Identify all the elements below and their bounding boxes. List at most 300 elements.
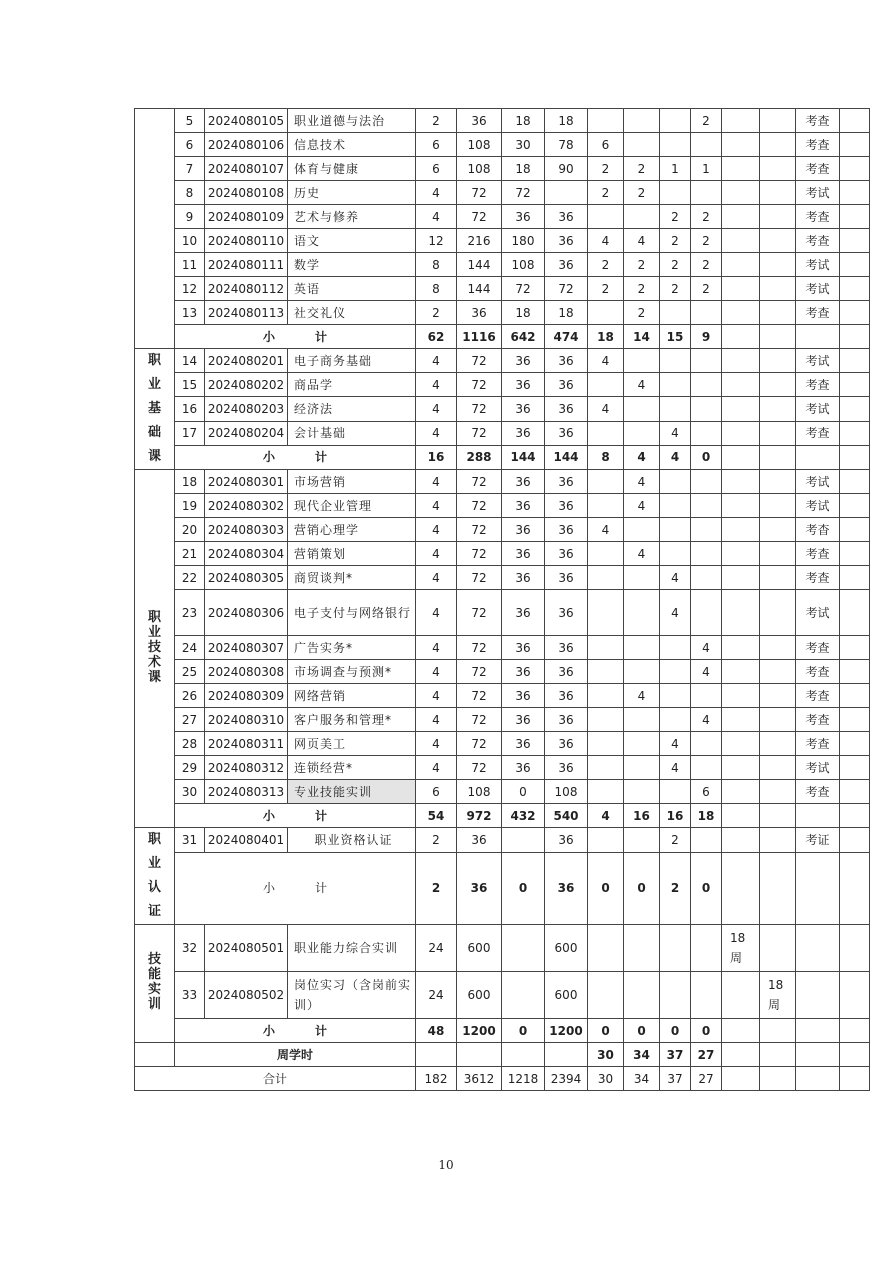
semester-1-cell: [588, 109, 624, 133]
remark-cell: [840, 109, 870, 133]
course-code-cell: 2024080401: [205, 828, 288, 853]
semester-3-cell: 2: [660, 852, 691, 924]
course-code-cell: 2024080108: [205, 181, 288, 205]
semester-4-cell: 0: [691, 445, 722, 469]
exam-type-cell: 考查: [796, 542, 840, 566]
semester-6-cell: [760, 636, 796, 660]
course-code-cell: 2024080303: [205, 518, 288, 542]
semester-5-cell: [722, 804, 760, 828]
course-name-cell: 电子支付与网络银行: [288, 590, 416, 636]
semester-3-cell: 2: [660, 277, 691, 301]
semester-1-cell: [588, 421, 624, 445]
hours-cell: 36: [457, 109, 502, 133]
semester-5-cell: [722, 421, 760, 445]
theory-hours-cell: [502, 1043, 545, 1067]
exam-type-cell: [796, 445, 840, 469]
hours-cell: 72: [457, 518, 502, 542]
remark-cell: [840, 445, 870, 469]
theory-hours-cell: 0: [502, 780, 545, 804]
semester-2-cell: 4: [624, 470, 660, 494]
semester-2-cell: 4: [624, 229, 660, 253]
hours-cell: 108: [457, 157, 502, 181]
hours-cell: 36: [457, 852, 502, 924]
theory-hours-cell: 108: [502, 253, 545, 277]
course-number-cell: 9: [175, 205, 205, 229]
semester-4-cell: 4: [691, 636, 722, 660]
remark-cell: [840, 470, 870, 494]
hours-cell: 1200: [457, 1019, 502, 1043]
course-name-cell: 营销心理学: [288, 518, 416, 542]
semester-1-cell: 2: [588, 157, 624, 181]
semester-5-cell: [722, 277, 760, 301]
semester-5-cell: [722, 325, 760, 349]
course-group-label: [135, 109, 175, 349]
theory-hours-cell: 0: [502, 852, 545, 924]
semester-4-cell: [691, 133, 722, 157]
semester-5-cell: [722, 636, 760, 660]
remark-cell: [840, 325, 870, 349]
exam-type-cell: 考试: [796, 470, 840, 494]
course-code-cell: 2024080113: [205, 301, 288, 325]
remark-cell: [840, 157, 870, 181]
course-code-cell: 2024080203: [205, 397, 288, 421]
exam-type-cell: 考试: [796, 494, 840, 518]
semester-3-cell: [660, 684, 691, 708]
exam-type-cell: 考试: [796, 590, 840, 636]
semester-5-cell: [722, 109, 760, 133]
semester-2-cell: 0: [624, 852, 660, 924]
semester-5-cell: [722, 660, 760, 684]
semester-6-cell: [760, 684, 796, 708]
course-number-cell: 16: [175, 397, 205, 421]
theory-hours-cell: 36: [502, 566, 545, 590]
semester-6-cell: [760, 1067, 796, 1091]
hours-cell: 108: [457, 780, 502, 804]
hours-cell: 72: [457, 181, 502, 205]
theory-hours-cell: 432: [502, 804, 545, 828]
semester-4-cell: [691, 421, 722, 445]
practice-hours-cell: 36: [545, 470, 588, 494]
semester-2-cell: 4: [624, 494, 660, 518]
hours-cell: 72: [457, 373, 502, 397]
hours-cell: 72: [457, 732, 502, 756]
remark-cell: [840, 397, 870, 421]
course-name-cell: 网页美工: [288, 732, 416, 756]
course-row: [135, 972, 870, 1019]
course-group-label: [135, 925, 175, 1043]
practice-hours-cell: 540: [545, 804, 588, 828]
theory-hours-cell: 0: [502, 1019, 545, 1043]
semester-3-cell: [660, 780, 691, 804]
remark-cell: [840, 229, 870, 253]
theory-hours-cell: 36: [502, 349, 545, 373]
semester-3-cell: 37: [660, 1067, 691, 1091]
course-name-cell: 社交礼仪: [288, 301, 416, 325]
course-name-cell: 历史: [288, 181, 416, 205]
semester-4-cell: 0: [691, 1019, 722, 1043]
semester-3-cell: [660, 972, 691, 1019]
semester-6-cell: [760, 756, 796, 780]
exam-type-cell: [796, 1067, 840, 1091]
semester-5-cell: [722, 684, 760, 708]
practice-hours-cell: 36: [545, 852, 588, 924]
semester-1-cell: 30: [588, 1067, 624, 1091]
remark-cell: [840, 542, 870, 566]
semester-2-cell: 4: [624, 684, 660, 708]
semester-5-cell: [722, 205, 760, 229]
subtotal-row: [135, 804, 870, 828]
subtotal-label-part: 小: [262, 329, 315, 344]
course-row: [135, 518, 870, 542]
exam-type-cell: 考试: [796, 397, 840, 421]
subtotal-label-part: 小: [262, 1023, 315, 1038]
subtotal-label-part: 计: [315, 450, 328, 465]
remark-cell: [840, 636, 870, 660]
theory-hours-cell: 36: [502, 397, 545, 421]
semester-6-cell: [760, 445, 796, 469]
credit-cell: 4: [416, 349, 457, 373]
course-number-cell: 20: [175, 518, 205, 542]
table-cell: [135, 1043, 175, 1067]
subtotal-label-part: 计: [315, 881, 328, 896]
exam-type-cell: 考试: [796, 756, 840, 780]
hours-cell: 600: [457, 925, 502, 972]
credit-cell: 4: [416, 373, 457, 397]
semester-1-cell: 18: [588, 325, 624, 349]
course-row: [135, 590, 870, 636]
exam-type-cell: 考查: [796, 636, 840, 660]
semester-4-cell: [691, 828, 722, 853]
course-row: [135, 756, 870, 780]
course-name-cell: 信息技术: [288, 133, 416, 157]
remark-cell: [840, 732, 870, 756]
course-code-cell: 2024080204: [205, 421, 288, 445]
weekly-hours-row: [135, 1043, 870, 1067]
semester-2-cell: [624, 566, 660, 590]
practice-hours-cell: 600: [545, 972, 588, 1019]
course-number-cell: 22: [175, 566, 205, 590]
course-name-cell: 客户服务和管理*: [288, 708, 416, 732]
semester-5-cell: [722, 349, 760, 373]
credit-cell: 48: [416, 1019, 457, 1043]
semester-3-cell: 16: [660, 804, 691, 828]
subtotal-label-part: 小: [262, 808, 315, 823]
practice-hours-cell: 36: [545, 373, 588, 397]
course-code-cell: 2024080313: [205, 780, 288, 804]
course-row: [135, 708, 870, 732]
exam-type-cell: 考查: [796, 109, 840, 133]
exam-type-cell: 考查: [796, 205, 840, 229]
semester-5-cell: [722, 157, 760, 181]
semester-4-cell: 27: [691, 1067, 722, 1091]
semester-2-cell: [624, 780, 660, 804]
semester-4-cell: 27: [691, 1043, 722, 1067]
subtotal-label-part: 小: [262, 881, 315, 896]
course-number-cell: 27: [175, 708, 205, 732]
semester-1-cell: 4: [588, 518, 624, 542]
theory-hours-cell: 72: [502, 181, 545, 205]
course-name-cell: 专业技能实训: [288, 780, 416, 804]
credit-cell: 4: [416, 205, 457, 229]
semester-3-cell: 4: [660, 756, 691, 780]
semester-6-cell: [760, 301, 796, 325]
semester-2-cell: [624, 205, 660, 229]
remark-cell: [840, 566, 870, 590]
credit-cell: 4: [416, 518, 457, 542]
semester-4-cell: 6: [691, 780, 722, 804]
course-row: [135, 421, 870, 445]
semester-2-cell: 34: [624, 1043, 660, 1067]
credit-cell: 4: [416, 660, 457, 684]
semester-1-cell: [588, 590, 624, 636]
semester-6-cell: 18周: [760, 972, 796, 1019]
practice-hours-cell: 600: [545, 925, 588, 972]
practice-hours-cell: 90: [545, 157, 588, 181]
remark-cell: [840, 301, 870, 325]
semester-3-cell: 2: [660, 205, 691, 229]
hours-cell: 72: [457, 660, 502, 684]
semester-4-cell: [691, 542, 722, 566]
course-code-cell: 2024080106: [205, 133, 288, 157]
semester-3-cell: [660, 133, 691, 157]
semester-5-cell: [722, 708, 760, 732]
course-number-cell: 5: [175, 109, 205, 133]
credit-cell: 62: [416, 325, 457, 349]
semester-1-cell: [588, 373, 624, 397]
theory-hours-cell: 36: [502, 636, 545, 660]
semester-4-cell: [691, 494, 722, 518]
course-name-cell: 商品学: [288, 373, 416, 397]
semester-3-cell: 0: [660, 1019, 691, 1043]
semester-1-cell: [588, 732, 624, 756]
course-row: [135, 566, 870, 590]
semester-3-cell: 2: [660, 229, 691, 253]
remark-cell: [840, 828, 870, 853]
remark-cell: [840, 804, 870, 828]
theory-hours-cell: 36: [502, 660, 545, 684]
theory-hours-cell: 642: [502, 325, 545, 349]
exam-type-cell: 考查: [796, 732, 840, 756]
remark-cell: [840, 494, 870, 518]
course-number-cell: 21: [175, 542, 205, 566]
remark-cell: [840, 181, 870, 205]
course-name-cell: 现代企业管理: [288, 494, 416, 518]
semester-3-cell: 4: [660, 590, 691, 636]
semester-3-cell: [660, 397, 691, 421]
semester-2-cell: 0: [624, 1019, 660, 1043]
course-group-text: 职业基础课: [147, 353, 161, 464]
hours-cell: 72: [457, 708, 502, 732]
course-group-text: 职业认证: [147, 832, 161, 919]
semester-2-cell: 2: [624, 181, 660, 205]
semester-6-cell: [760, 277, 796, 301]
course-row: [135, 277, 870, 301]
semester-6-cell: [760, 590, 796, 636]
theory-hours-cell: 18: [502, 301, 545, 325]
semester-2-cell: [624, 421, 660, 445]
course-code-cell: 2024080112: [205, 277, 288, 301]
semester-2-cell: [624, 109, 660, 133]
curriculum-plan-table: [134, 108, 870, 1091]
semester-1-cell: 4: [588, 397, 624, 421]
semester-1-cell: 0: [588, 1019, 624, 1043]
semester-5-cell: [722, 301, 760, 325]
semester-4-cell: [691, 732, 722, 756]
semester-5-cell: [722, 253, 760, 277]
semester-3-cell: 15: [660, 325, 691, 349]
course-group-label: [135, 470, 175, 828]
semester-5-cell: [722, 566, 760, 590]
credit-cell: 54: [416, 804, 457, 828]
credit-cell: 16: [416, 445, 457, 469]
theory-hours-cell: [502, 925, 545, 972]
semester-4-cell: [691, 972, 722, 1019]
semester-3-cell: [660, 636, 691, 660]
course-code-cell: 2024080105: [205, 109, 288, 133]
exam-type-cell: 考查: [796, 660, 840, 684]
credit-cell: 4: [416, 732, 457, 756]
semester-1-cell: [588, 660, 624, 684]
semester-3-cell: [660, 181, 691, 205]
semester-6-cell: [760, 397, 796, 421]
exam-type-cell: 考查: [796, 373, 840, 397]
exam-type-cell: [796, 925, 840, 972]
course-number-cell: 14: [175, 349, 205, 373]
semester-5-cell: [722, 445, 760, 469]
subtotal-row: [135, 325, 870, 349]
exam-type-cell: [796, 325, 840, 349]
semester-6-cell: [760, 1019, 796, 1043]
semester-2-cell: [624, 397, 660, 421]
course-code-cell: 2024080302: [205, 494, 288, 518]
semester-3-cell: 2: [660, 828, 691, 853]
semester-4-cell: 0: [691, 852, 722, 924]
theory-hours-cell: 36: [502, 518, 545, 542]
course-group-label: [135, 349, 175, 470]
semester-4-cell: [691, 684, 722, 708]
practice-hours-cell: 36: [545, 732, 588, 756]
course-code-cell: 2024080502: [205, 972, 288, 1019]
semester-1-cell: [588, 708, 624, 732]
theory-hours-cell: 36: [502, 684, 545, 708]
semester-1-cell: [588, 684, 624, 708]
course-number-cell: 10: [175, 229, 205, 253]
theory-hours-cell: 180: [502, 229, 545, 253]
credit-cell: 2: [416, 301, 457, 325]
semester-3-cell: 4: [660, 421, 691, 445]
credit-cell: 4: [416, 181, 457, 205]
semester-5-cell: 18周: [722, 925, 760, 972]
credit-cell: 4: [416, 421, 457, 445]
semester-2-cell: [624, 660, 660, 684]
credit-cell: 2: [416, 852, 457, 924]
practice-hours-cell: 36: [545, 205, 588, 229]
semester-4-cell: 2: [691, 253, 722, 277]
semester-6-cell: [760, 181, 796, 205]
theory-hours-cell: 30: [502, 133, 545, 157]
total-row: [135, 1067, 870, 1091]
theory-hours-cell: 36: [502, 590, 545, 636]
remark-cell: [840, 660, 870, 684]
course-number-cell: 28: [175, 732, 205, 756]
course-code-cell: 2024080305: [205, 566, 288, 590]
theory-hours-cell: 36: [502, 421, 545, 445]
semester-2-cell: [624, 518, 660, 542]
remark-cell: [840, 1067, 870, 1091]
hours-cell: 144: [457, 277, 502, 301]
practice-hours-cell: 2394: [545, 1067, 588, 1091]
course-name-cell: 营销策划: [288, 542, 416, 566]
practice-hours-cell: 78: [545, 133, 588, 157]
remark-cell: [840, 205, 870, 229]
hours-cell: 72: [457, 756, 502, 780]
course-code-cell: 2024080310: [205, 708, 288, 732]
semester-1-cell: [588, 828, 624, 853]
semester-2-cell: [624, 732, 660, 756]
semester-5-cell: [722, 133, 760, 157]
course-name-cell: 语文: [288, 229, 416, 253]
subtotal-row: [135, 1019, 870, 1043]
credit-cell: [416, 1043, 457, 1067]
semester-6-cell: [760, 253, 796, 277]
subtotal-label-part: 计: [315, 329, 328, 344]
practice-hours-cell: 36: [545, 397, 588, 421]
semester-2-cell: [624, 925, 660, 972]
practice-hours-cell: 108: [545, 780, 588, 804]
course-code-cell: 2024080312: [205, 756, 288, 780]
course-name-cell: 岗位实习（含岗前实训）: [288, 972, 416, 1019]
exam-type-cell: [796, 1043, 840, 1067]
course-number-cell: 25: [175, 660, 205, 684]
semester-1-cell: [588, 925, 624, 972]
semester-5-cell: [722, 397, 760, 421]
semester-2-cell: [624, 590, 660, 636]
exam-type-cell: [796, 804, 840, 828]
subtotal-label-cell: [175, 852, 416, 924]
practice-hours-cell: 36: [545, 421, 588, 445]
course-row: [135, 109, 870, 133]
hours-cell: 72: [457, 542, 502, 566]
course-number-cell: 13: [175, 301, 205, 325]
semester-4-cell: [691, 566, 722, 590]
semester-2-cell: 34: [624, 1067, 660, 1091]
course-name-cell: 英语: [288, 277, 416, 301]
hours-cell: 36: [457, 301, 502, 325]
credit-cell: 4: [416, 397, 457, 421]
semester-4-cell: 2: [691, 229, 722, 253]
remark-cell: [840, 780, 870, 804]
course-code-cell: 2024080308: [205, 660, 288, 684]
semester-6-cell: [760, 828, 796, 853]
credit-cell: 4: [416, 470, 457, 494]
course-group-label: [135, 828, 175, 925]
semester-2-cell: 2: [624, 157, 660, 181]
course-number-cell: 18: [175, 470, 205, 494]
course-number-cell: 7: [175, 157, 205, 181]
practice-hours-cell: 36: [545, 494, 588, 518]
course-number-cell: 32: [175, 925, 205, 972]
hours-cell: 3612: [457, 1067, 502, 1091]
semester-2-cell: [624, 708, 660, 732]
semester-6-cell: [760, 804, 796, 828]
hours-cell: 72: [457, 566, 502, 590]
semester-1-cell: [588, 566, 624, 590]
semester-6-cell: [760, 470, 796, 494]
semester-3-cell: [660, 660, 691, 684]
course-code-cell: 2024080306: [205, 590, 288, 636]
hours-cell: 972: [457, 804, 502, 828]
semester-1-cell: [588, 542, 624, 566]
